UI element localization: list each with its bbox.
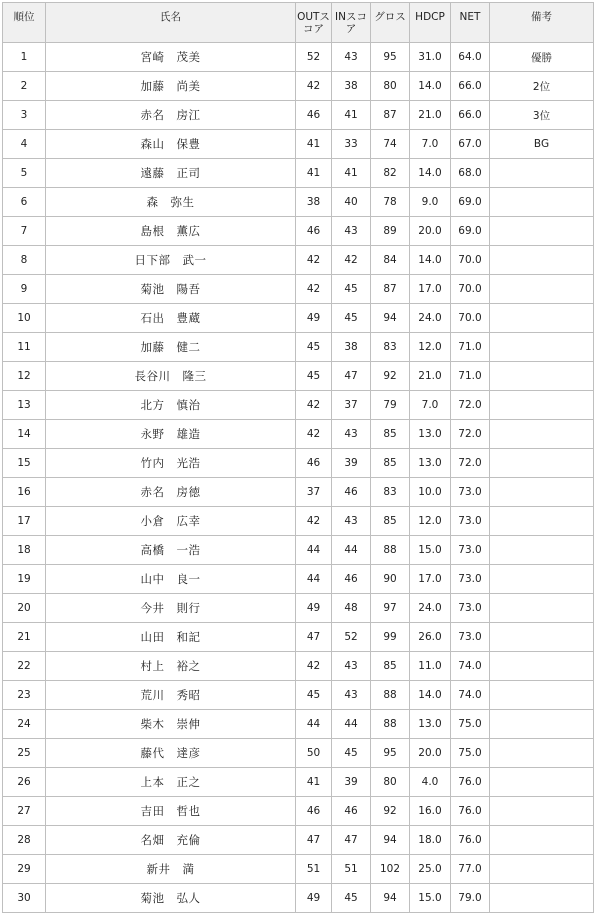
remarks-cell — [490, 536, 594, 565]
gross-cell: 79 — [371, 391, 410, 420]
net-cell: 71.0 — [451, 362, 490, 391]
out-score-cell: 44 — [296, 536, 332, 565]
in-score-cell: 41 — [332, 101, 371, 130]
table-row — [3, 275, 594, 304]
in-score-cell: 43 — [332, 681, 371, 710]
in-score-cell: 45 — [332, 304, 371, 333]
net-cell: 79.0 — [451, 884, 490, 913]
out-score-cell: 44 — [296, 565, 332, 594]
table-row — [3, 855, 594, 884]
in-score-cell: 46 — [332, 478, 371, 507]
out-score-cell: 42 — [296, 275, 332, 304]
remarks-cell — [490, 478, 594, 507]
out-score-cell: 49 — [296, 594, 332, 623]
name-cell: 赤名 房徳 — [46, 478, 296, 507]
name-cell: 今井 則行 — [46, 594, 296, 623]
name-cell: 永野 雄造 — [46, 420, 296, 449]
rank-cell: 20 — [3, 594, 46, 623]
out-score-cell: 42 — [296, 246, 332, 275]
name-cell: 加藤 尚美 — [46, 72, 296, 101]
out-score-cell: 44 — [296, 710, 332, 739]
gross-cell: 99 — [371, 623, 410, 652]
in-score-cell: 38 — [332, 72, 371, 101]
net-cell: 72.0 — [451, 420, 490, 449]
rank-cell: 18 — [3, 536, 46, 565]
name-cell: 山中 良一 — [46, 565, 296, 594]
out-score-cell: 38 — [296, 188, 332, 217]
rank-cell: 22 — [3, 652, 46, 681]
in-score-cell: 45 — [332, 275, 371, 304]
table-row — [3, 507, 594, 536]
hdcp-cell: 13.0 — [410, 449, 451, 478]
hdcp-cell: 9.0 — [410, 188, 451, 217]
net-cell: 73.0 — [451, 594, 490, 623]
hdcp-cell: 14.0 — [410, 681, 451, 710]
net-cell: 70.0 — [451, 304, 490, 333]
remarks-cell — [490, 797, 594, 826]
hdcp-cell: 21.0 — [410, 362, 451, 391]
in-score-cell: 38 — [332, 333, 371, 362]
in-score-cell: 46 — [332, 565, 371, 594]
out-score-cell: 46 — [296, 217, 332, 246]
net-cell: 76.0 — [451, 826, 490, 855]
remarks-cell — [490, 507, 594, 536]
rank-cell: 17 — [3, 507, 46, 536]
hdcp-cell: 21.0 — [410, 101, 451, 130]
gross-cell: 88 — [371, 536, 410, 565]
hdcp-cell: 20.0 — [410, 217, 451, 246]
net-cell: 67.0 — [451, 130, 490, 159]
gross-cell: 85 — [371, 420, 410, 449]
name-cell: 北方 慎治 — [46, 391, 296, 420]
in-score-cell: 33 — [332, 130, 371, 159]
in-score-cell: 43 — [332, 507, 371, 536]
name-cell: 加藤 健二 — [46, 333, 296, 362]
rank-cell: 3 — [3, 101, 46, 130]
rank-cell: 24 — [3, 710, 46, 739]
header-name: 氏名 — [46, 3, 296, 43]
hdcp-cell: 15.0 — [410, 884, 451, 913]
gross-cell: 90 — [371, 565, 410, 594]
out-score-cell: 45 — [296, 333, 332, 362]
net-cell: 70.0 — [451, 275, 490, 304]
name-cell: 石出 豊蔵 — [46, 304, 296, 333]
rank-cell: 7 — [3, 217, 46, 246]
out-score-cell: 46 — [296, 797, 332, 826]
in-score-cell: 43 — [332, 420, 371, 449]
remarks-cell — [490, 246, 594, 275]
out-score-cell: 51 — [296, 855, 332, 884]
remarks-cell — [490, 362, 594, 391]
out-score-cell: 42 — [296, 72, 332, 101]
in-score-cell: 43 — [332, 652, 371, 681]
net-cell: 69.0 — [451, 217, 490, 246]
table-row — [3, 594, 594, 623]
rank-cell: 21 — [3, 623, 46, 652]
in-score-cell: 42 — [332, 246, 371, 275]
remarks-cell — [490, 826, 594, 855]
gross-cell: 74 — [371, 130, 410, 159]
gross-cell: 80 — [371, 768, 410, 797]
hdcp-cell: 7.0 — [410, 130, 451, 159]
table-row — [3, 797, 594, 826]
net-cell: 68.0 — [451, 159, 490, 188]
in-score-cell: 41 — [332, 159, 371, 188]
in-score-cell: 40 — [332, 188, 371, 217]
gross-cell: 89 — [371, 217, 410, 246]
table-row — [3, 101, 594, 130]
gross-cell: 78 — [371, 188, 410, 217]
header-row — [3, 3, 594, 43]
name-cell: 菊池 陽吾 — [46, 275, 296, 304]
in-score-cell: 48 — [332, 594, 371, 623]
in-score-cell: 43 — [332, 217, 371, 246]
gross-cell: 87 — [371, 101, 410, 130]
table-row — [3, 478, 594, 507]
in-score-cell: 45 — [332, 739, 371, 768]
rank-cell: 27 — [3, 797, 46, 826]
remarks-cell — [490, 420, 594, 449]
in-score-cell: 39 — [332, 449, 371, 478]
remarks-cell — [490, 739, 594, 768]
name-cell: 吉田 哲也 — [46, 797, 296, 826]
table-row — [3, 333, 594, 362]
name-cell: 島根 薫広 — [46, 217, 296, 246]
name-cell: 遠藤 正司 — [46, 159, 296, 188]
gross-cell: 83 — [371, 333, 410, 362]
name-cell: 山田 和記 — [46, 623, 296, 652]
remarks-cell — [490, 710, 594, 739]
table-row — [3, 43, 594, 72]
hdcp-cell: 14.0 — [410, 246, 451, 275]
net-cell: 77.0 — [451, 855, 490, 884]
net-cell: 73.0 — [451, 507, 490, 536]
table-row — [3, 391, 594, 420]
name-cell: 上本 正之 — [46, 768, 296, 797]
rank-cell: 4 — [3, 130, 46, 159]
name-cell: 村上 裕之 — [46, 652, 296, 681]
net-cell: 72.0 — [451, 449, 490, 478]
rank-cell: 29 — [3, 855, 46, 884]
remarks-cell — [490, 855, 594, 884]
header-out-score: OUTスコア — [296, 3, 332, 43]
rank-cell: 28 — [3, 826, 46, 855]
gross-cell: 94 — [371, 304, 410, 333]
gross-cell: 95 — [371, 43, 410, 72]
remarks-cell — [490, 217, 594, 246]
gross-cell: 85 — [371, 507, 410, 536]
in-score-cell: 51 — [332, 855, 371, 884]
gross-cell: 94 — [371, 884, 410, 913]
results-table — [2, 2, 594, 913]
rank-cell: 5 — [3, 159, 46, 188]
rank-cell: 11 — [3, 333, 46, 362]
net-cell: 76.0 — [451, 797, 490, 826]
table-row — [3, 72, 594, 101]
net-cell: 64.0 — [451, 43, 490, 72]
out-score-cell: 37 — [296, 478, 332, 507]
hdcp-cell: 26.0 — [410, 623, 451, 652]
in-score-cell: 44 — [332, 536, 371, 565]
hdcp-cell: 25.0 — [410, 855, 451, 884]
rank-cell: 9 — [3, 275, 46, 304]
rank-cell: 6 — [3, 188, 46, 217]
name-cell: 菊池 弘人 — [46, 884, 296, 913]
net-cell: 66.0 — [451, 72, 490, 101]
net-cell: 66.0 — [451, 101, 490, 130]
hdcp-cell: 12.0 — [410, 333, 451, 362]
name-cell: 宮崎 茂美 — [46, 43, 296, 72]
remarks-cell — [490, 304, 594, 333]
net-cell: 74.0 — [451, 681, 490, 710]
header-rank: 順位 — [3, 3, 46, 43]
name-cell: 森 弥生 — [46, 188, 296, 217]
in-score-cell: 47 — [332, 826, 371, 855]
hdcp-cell: 18.0 — [410, 826, 451, 855]
remarks-cell — [490, 449, 594, 478]
header-gross: グロス — [371, 3, 410, 43]
in-score-cell: 47 — [332, 362, 371, 391]
table-row — [3, 420, 594, 449]
name-cell: 藤代 達彦 — [46, 739, 296, 768]
net-cell: 73.0 — [451, 478, 490, 507]
table-row — [3, 739, 594, 768]
rank-cell: 10 — [3, 304, 46, 333]
gross-cell: 83 — [371, 478, 410, 507]
rank-cell: 26 — [3, 768, 46, 797]
table-row — [3, 188, 594, 217]
gross-cell: 92 — [371, 797, 410, 826]
name-cell: 竹内 光浩 — [46, 449, 296, 478]
net-cell: 73.0 — [451, 565, 490, 594]
hdcp-cell: 31.0 — [410, 43, 451, 72]
out-score-cell: 42 — [296, 652, 332, 681]
remarks-cell — [490, 275, 594, 304]
hdcp-cell: 17.0 — [410, 565, 451, 594]
rank-cell: 25 — [3, 739, 46, 768]
hdcp-cell: 11.0 — [410, 652, 451, 681]
net-cell: 71.0 — [451, 333, 490, 362]
out-score-cell: 42 — [296, 420, 332, 449]
table-row — [3, 652, 594, 681]
table-row — [3, 826, 594, 855]
table-row — [3, 565, 594, 594]
net-cell: 73.0 — [451, 536, 490, 565]
hdcp-cell: 14.0 — [410, 72, 451, 101]
net-cell: 75.0 — [451, 739, 490, 768]
out-score-cell: 47 — [296, 623, 332, 652]
out-score-cell: 49 — [296, 884, 332, 913]
table-row — [3, 884, 594, 913]
in-score-cell: 37 — [332, 391, 371, 420]
gross-cell: 95 — [371, 739, 410, 768]
hdcp-cell: 16.0 — [410, 797, 451, 826]
header-remarks: 備考 — [490, 3, 594, 43]
gross-cell: 88 — [371, 710, 410, 739]
table-row — [3, 217, 594, 246]
name-cell: 小倉 広幸 — [46, 507, 296, 536]
rank-cell: 30 — [3, 884, 46, 913]
out-score-cell: 45 — [296, 362, 332, 391]
name-cell: 森山 保豊 — [46, 130, 296, 159]
hdcp-cell: 17.0 — [410, 275, 451, 304]
remarks-cell — [490, 188, 594, 217]
name-cell: 柴木 崇伸 — [46, 710, 296, 739]
rank-cell: 14 — [3, 420, 46, 449]
hdcp-cell: 24.0 — [410, 304, 451, 333]
net-cell: 72.0 — [451, 391, 490, 420]
hdcp-cell: 14.0 — [410, 159, 451, 188]
remarks-cell: BG — [490, 130, 594, 159]
rank-cell: 1 — [3, 43, 46, 72]
rank-cell: 2 — [3, 72, 46, 101]
out-score-cell: 46 — [296, 101, 332, 130]
remarks-cell — [490, 391, 594, 420]
table-row — [3, 246, 594, 275]
table-row — [3, 623, 594, 652]
remarks-cell — [490, 594, 594, 623]
hdcp-cell: 24.0 — [410, 594, 451, 623]
table-row — [3, 362, 594, 391]
hdcp-cell: 7.0 — [410, 391, 451, 420]
name-cell: 高橋 一浩 — [46, 536, 296, 565]
remarks-cell: 2位 — [490, 72, 594, 101]
rank-cell: 23 — [3, 681, 46, 710]
hdcp-cell: 4.0 — [410, 768, 451, 797]
hdcp-cell: 20.0 — [410, 739, 451, 768]
remarks-cell — [490, 565, 594, 594]
gross-cell: 85 — [371, 449, 410, 478]
name-cell: 荒川 秀昭 — [46, 681, 296, 710]
net-cell: 75.0 — [451, 710, 490, 739]
in-score-cell: 45 — [332, 884, 371, 913]
remarks-cell — [490, 159, 594, 188]
table-row — [3, 130, 594, 159]
remarks-cell: 3位 — [490, 101, 594, 130]
header-in-score: INスコア — [332, 3, 371, 43]
out-score-cell: 42 — [296, 507, 332, 536]
remarks-cell — [490, 652, 594, 681]
table-row — [3, 449, 594, 478]
gross-cell: 88 — [371, 681, 410, 710]
rank-cell: 13 — [3, 391, 46, 420]
gross-cell: 94 — [371, 826, 410, 855]
rank-cell: 15 — [3, 449, 46, 478]
rank-cell: 19 — [3, 565, 46, 594]
gross-cell: 87 — [371, 275, 410, 304]
out-score-cell: 41 — [296, 159, 332, 188]
out-score-cell: 52 — [296, 43, 332, 72]
out-score-cell: 49 — [296, 304, 332, 333]
hdcp-cell: 15.0 — [410, 536, 451, 565]
gross-cell: 97 — [371, 594, 410, 623]
in-score-cell: 43 — [332, 43, 371, 72]
table-row — [3, 710, 594, 739]
gross-cell: 82 — [371, 159, 410, 188]
net-cell: 69.0 — [451, 188, 490, 217]
remarks-cell — [490, 333, 594, 362]
name-cell: 長谷川 隆三 — [46, 362, 296, 391]
hdcp-cell: 10.0 — [410, 478, 451, 507]
in-score-cell: 46 — [332, 797, 371, 826]
out-score-cell: 50 — [296, 739, 332, 768]
name-cell: 名畑 充倫 — [46, 826, 296, 855]
out-score-cell: 41 — [296, 130, 332, 159]
out-score-cell: 41 — [296, 768, 332, 797]
rank-cell: 12 — [3, 362, 46, 391]
remarks-cell — [490, 681, 594, 710]
name-cell: 日下部 武一 — [46, 246, 296, 275]
out-score-cell: 47 — [296, 826, 332, 855]
net-cell: 76.0 — [451, 768, 490, 797]
remarks-cell — [490, 884, 594, 913]
hdcp-cell: 12.0 — [410, 507, 451, 536]
net-cell: 73.0 — [451, 623, 490, 652]
rank-cell: 16 — [3, 478, 46, 507]
net-cell: 70.0 — [451, 246, 490, 275]
remarks-cell — [490, 623, 594, 652]
header-net: NET — [451, 3, 490, 43]
remarks-cell — [490, 768, 594, 797]
gross-cell: 92 — [371, 362, 410, 391]
hdcp-cell: 13.0 — [410, 420, 451, 449]
hdcp-cell: 13.0 — [410, 710, 451, 739]
table-row — [3, 768, 594, 797]
in-score-cell: 44 — [332, 710, 371, 739]
name-cell: 新井 満 — [46, 855, 296, 884]
rank-cell: 8 — [3, 246, 46, 275]
table-row — [3, 159, 594, 188]
in-score-cell: 52 — [332, 623, 371, 652]
gross-cell: 80 — [371, 72, 410, 101]
out-score-cell: 45 — [296, 681, 332, 710]
name-cell: 赤名 房江 — [46, 101, 296, 130]
table-row — [3, 304, 594, 333]
gross-cell: 85 — [371, 652, 410, 681]
remarks-cell: 優勝 — [490, 43, 594, 72]
out-score-cell: 46 — [296, 449, 332, 478]
net-cell: 74.0 — [451, 652, 490, 681]
table-row — [3, 681, 594, 710]
gross-cell: 102 — [371, 855, 410, 884]
gross-cell: 84 — [371, 246, 410, 275]
table-row — [3, 536, 594, 565]
header-hdcp: HDCP — [410, 3, 451, 43]
out-score-cell: 42 — [296, 391, 332, 420]
in-score-cell: 39 — [332, 768, 371, 797]
